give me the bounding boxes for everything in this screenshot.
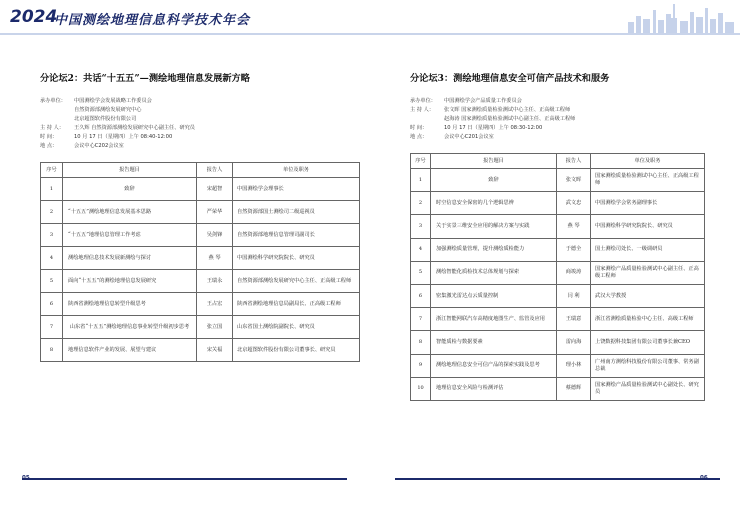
chair-value: 张文晖 国家测绘质量检验测试中心主任、正高级工程师 xyxy=(444,107,571,113)
table-row xyxy=(41,247,360,270)
row-unit: 自然资源部国土测绘司二级巡视员 xyxy=(233,201,360,224)
forum-2-schedule-table xyxy=(40,162,360,362)
col-topic: 报告题目 xyxy=(63,163,197,178)
row-index: 4 xyxy=(411,238,431,261)
row-speaker: 宋关福 xyxy=(197,339,233,362)
row-topic: 加强测绘质量管理，提升测绘质检能力 xyxy=(431,238,557,261)
row-topic: 测绘地理信息安全可信产品的探索实践及思考 xyxy=(431,354,557,377)
row-speaker: 燕 琴 xyxy=(197,247,233,270)
row-unit: 上饶数据科技集团有限公司董事长兼CEO xyxy=(591,331,705,354)
row-topic: 陕西省测绘地理信息转型升级思考 xyxy=(63,293,197,316)
col-index: 序号 xyxy=(41,163,63,178)
row-topic: 地理信息安全风险与检测评估 xyxy=(431,377,557,400)
right-footer-bar xyxy=(395,478,720,480)
right-page-number: 06 xyxy=(700,475,708,481)
conference-title: 中国测绘地理信息科学技术年会 xyxy=(54,13,251,28)
table-row xyxy=(411,377,705,400)
header-divider xyxy=(0,33,740,35)
row-index: 7 xyxy=(411,308,431,331)
row-topic: 浙江智能网联汽车高精度地图生产、监管及应用 xyxy=(431,308,557,331)
row-unit: 中国测绘学会理事长 xyxy=(233,178,360,201)
time-value: 10 月 17 日（星期四）上午 08:40-12:00 xyxy=(74,134,173,140)
host-label: 承办单位： xyxy=(410,98,436,104)
row-speaker: 王瑞永 xyxy=(197,270,233,293)
row-speaker: 王瑞意 xyxy=(557,308,591,331)
row-speaker: 于德全 xyxy=(557,238,591,261)
row-topic: 面向“十五五”的测绘地理信息发展研究 xyxy=(63,270,197,293)
col-speaker: 报告人 xyxy=(197,163,233,178)
place-row xyxy=(40,142,360,151)
time-value: 10 月 17 日（星期四）上午 08:30-12:00 xyxy=(444,125,543,131)
col-topic: 报告题目 xyxy=(431,154,557,169)
row-index: 6 xyxy=(411,284,431,307)
row-speaker: 宋超智 xyxy=(197,178,233,201)
table-row xyxy=(41,270,360,293)
row-index: 2 xyxy=(411,192,431,215)
host-line: 北京超图软件股份有限公司 xyxy=(74,116,137,122)
row-unit: 中国测绘学会常务副理事长 xyxy=(591,192,705,215)
forum-3-title: 分论坛3：测绘地理信息安全可信产品技术和服务 xyxy=(410,73,610,84)
host-line: 中国测绘学会发展战略工作委员会 xyxy=(74,98,152,104)
chair-row xyxy=(410,106,705,115)
table-row xyxy=(41,293,360,316)
row-topic: 时空信息安全保密的几个逻辑思辨 xyxy=(431,192,557,215)
table-row xyxy=(41,339,360,362)
row-unit: 北京超图软件股份有限公司董事长、研究员 xyxy=(233,339,360,362)
row-speaker: 雷向海 xyxy=(557,331,591,354)
row-topic: 密集激光雷达点云质量控制 xyxy=(431,284,557,307)
table-header xyxy=(411,154,705,169)
place-value: 会议中心C201会议室 xyxy=(444,134,494,140)
row-index: 10 xyxy=(411,377,431,400)
chair-value: 赵海涛 国家测绘质量检验测试中心副主任、正高级工程师 xyxy=(444,116,576,122)
table-row xyxy=(411,261,705,284)
row-unit: 浙江省测绘质量检验中心主任、高级工程师 xyxy=(591,308,705,331)
row-index: 1 xyxy=(41,178,63,201)
header-banner xyxy=(0,0,740,40)
row-speaker: 张文晖 xyxy=(557,169,591,192)
row-index: 8 xyxy=(41,339,63,362)
row-unit: 国土测绘司处长、一级调研员 xyxy=(591,238,705,261)
time-label: 时 间： xyxy=(410,125,428,131)
host-row xyxy=(40,97,360,106)
row-unit: 中国测绘科学研究院院长、研究员 xyxy=(233,247,360,270)
row-index: 9 xyxy=(411,354,431,377)
left-page xyxy=(40,40,360,480)
forum-2-meta xyxy=(40,97,360,151)
row-speaker: 张立国 xyxy=(197,316,233,339)
table-row xyxy=(41,201,360,224)
col-unit: 单位及职务 xyxy=(233,163,360,178)
row-topic: 致辞 xyxy=(63,178,197,201)
row-unit: 山东省国土测绘院副院长、研究员 xyxy=(233,316,360,339)
row-index: 3 xyxy=(41,224,63,247)
time-row xyxy=(410,124,705,133)
row-topic: 测绘地理信息技术发展新测绘与探讨 xyxy=(63,247,197,270)
table-row xyxy=(411,238,705,261)
row-index: 8 xyxy=(411,331,431,354)
forum-2-title: 分论坛2：共话“十五五”—测绘地理信息发展新方略 xyxy=(40,73,250,84)
col-index: 序号 xyxy=(411,154,431,169)
table-row xyxy=(411,331,705,354)
row-index: 5 xyxy=(411,261,431,284)
table-row xyxy=(411,354,705,377)
row-topic: “十五五”测绘地理信息发展基本思路 xyxy=(63,201,197,224)
row-index: 6 xyxy=(41,293,63,316)
row-topic: 山东省“十五五”测绘地理信息事业转型升级初步思考 xyxy=(63,316,197,339)
row-speaker: 武文忠 xyxy=(557,192,591,215)
host-line: 中国测绘学会产品质量工作委员会 xyxy=(444,98,522,104)
row-index: 7 xyxy=(41,316,63,339)
row-unit: 中国测绘科学研究院院长、研究员 xyxy=(591,215,705,238)
row-index: 3 xyxy=(411,215,431,238)
row-unit: 国家测绘产品质量检验测试中心副主任、正高级工程师 xyxy=(591,261,705,284)
table-row xyxy=(41,178,360,201)
row-unit: 自然资源部地理信息管理司副司长 xyxy=(233,224,360,247)
table-row xyxy=(411,169,705,192)
row-unit: 国家测绘质量检验测试中心主任、正高级工程师 xyxy=(591,169,705,192)
place-label: 地 点： xyxy=(410,134,428,140)
row-index: 1 xyxy=(411,169,431,192)
row-speaker: 王占宏 xyxy=(197,293,233,316)
row-speaker: 吴剑锋 xyxy=(197,224,233,247)
city-skyline-icon xyxy=(620,0,740,34)
chair-label: 主 持 人： xyxy=(40,125,65,131)
left-footer-bar xyxy=(22,478,347,480)
col-speaker: 报告人 xyxy=(557,154,591,169)
row-index: 2 xyxy=(41,201,63,224)
host-line: 自然资源部测绘发展研究中心 xyxy=(74,107,142,113)
table-row xyxy=(41,316,360,339)
chair-label: 主 持 人： xyxy=(410,107,435,113)
time-row xyxy=(40,133,360,142)
row-speaker: 商竣涛 xyxy=(557,261,591,284)
row-index: 5 xyxy=(41,270,63,293)
table-row xyxy=(411,215,705,238)
place-label: 地 点： xyxy=(40,143,58,149)
row-unit: 陕西省测绘地理信息局副局长、正高级工程师 xyxy=(233,293,360,316)
right-page xyxy=(410,40,705,480)
row-unit: 自然资源部测绘发展研究中心主任、正高级工程师 xyxy=(233,270,360,293)
host-label: 承办单位： xyxy=(40,98,66,104)
forum-3-schedule-table xyxy=(410,153,705,401)
row-unit: 广州南方测绘科技股份有限公司董事、常务副总裁 xyxy=(591,354,705,377)
forum-3-meta xyxy=(410,97,705,142)
logo-year: 2024 xyxy=(10,7,58,27)
row-speaker: 闫 利 xyxy=(557,284,591,307)
chair-row xyxy=(40,124,360,133)
col-unit: 单位及职务 xyxy=(591,154,705,169)
time-label: 时 间： xyxy=(40,134,58,140)
place-value: 会议中心C202会议室 xyxy=(74,143,124,149)
host-row xyxy=(410,97,705,106)
row-unit: 武汉大学教授 xyxy=(591,284,705,307)
place-row xyxy=(410,133,705,142)
left-page-number: 05 xyxy=(22,475,30,481)
row-topic: 致辞 xyxy=(431,169,557,192)
row-speaker: 严荣华 xyxy=(197,201,233,224)
row-index: 4 xyxy=(41,247,63,270)
table-row xyxy=(41,224,360,247)
row-speaker: 蔡德辉 xyxy=(557,377,591,400)
row-unit: 国家测绘产品质量检验测试中心副处长、研究员 xyxy=(591,377,705,400)
table-row xyxy=(411,308,705,331)
chair-value: 王久辉 自然资源部测绘发展研究中心副主任、研究员 xyxy=(74,125,195,131)
table-row xyxy=(411,284,705,307)
row-topic: “十五五”地理信息管理工作考虑 xyxy=(63,224,197,247)
row-topic: 地理信息软件产业的发展、展望与建议 xyxy=(63,339,197,362)
row-topic: 关于实景三维安全应用的解决方案与实践 xyxy=(431,215,557,238)
row-speaker: 理小林 xyxy=(557,354,591,377)
row-speaker: 燕 琴 xyxy=(557,215,591,238)
row-topic: 智能质检与数据要素 xyxy=(431,331,557,354)
table-header xyxy=(41,163,360,178)
row-topic: 测绘智能化质检技术总体规划与探索 xyxy=(431,261,557,284)
table-row xyxy=(411,192,705,215)
